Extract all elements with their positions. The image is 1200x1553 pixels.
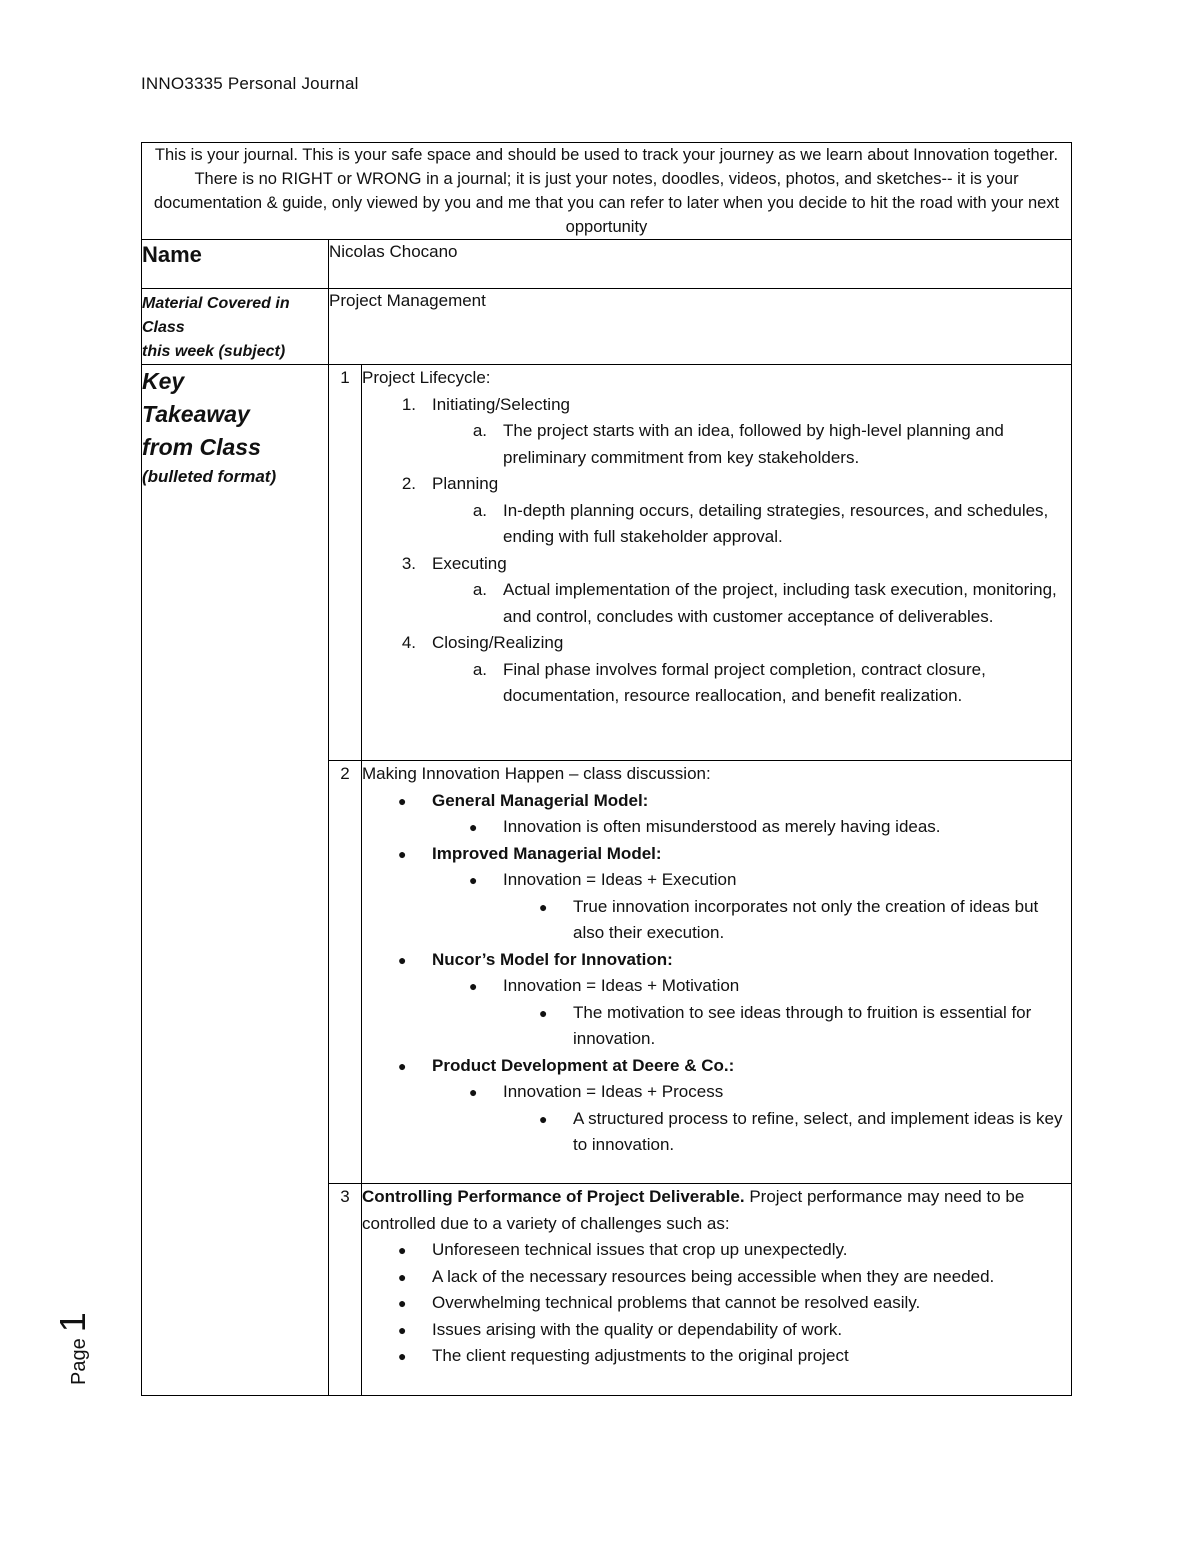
item-number: 2	[329, 761, 362, 1184]
list-marker: a.	[472, 580, 487, 599]
list-item	[362, 814, 1071, 841]
bullet-icon: ●	[469, 978, 478, 994]
key-takeaway-label-cell	[142, 365, 329, 1396]
list-item	[362, 1290, 1071, 1317]
list-item	[362, 1000, 1071, 1053]
name-value: Nicolas Chocano	[329, 240, 1072, 289]
item-content-1	[362, 365, 1072, 761]
list-item	[362, 788, 1071, 815]
challenge-text: Unforeseen technical issues that crop up unexpectedly.	[432, 1240, 848, 1259]
name-label: Name	[142, 242, 202, 267]
list-item	[362, 1317, 1071, 1344]
key-takeaway-line3: from Class	[142, 434, 261, 460]
bullet-icon: ●	[398, 845, 407, 862]
material-label-line3: this week (subject)	[142, 343, 286, 360]
bullet-icon: ●	[398, 951, 407, 968]
phase-label: Executing	[432, 553, 507, 573]
material-label-line1: Material Covered in	[142, 295, 290, 312]
list-item	[362, 894, 1071, 947]
list-item	[362, 418, 1071, 471]
material-row	[142, 289, 1072, 365]
model-heading: Nucor’s Model for Innovation:	[432, 949, 673, 969]
page-word: Page	[68, 1338, 90, 1385]
phase-label: Closing/Realizing	[432, 633, 564, 652]
model-point: Innovation is often misunderstood as merely having ideas.	[503, 817, 941, 836]
material-label-cell	[142, 289, 329, 365]
key-takeaway-line4: (bulleted format)	[142, 467, 277, 486]
model-detail: A structured process to refine, select, and implement ideas is key to innovation.	[573, 1108, 1063, 1154]
list-marker: a.	[472, 421, 487, 440]
list-item	[362, 973, 1071, 1000]
bullet-icon: ●	[398, 1268, 407, 1285]
challenge-text: Issues arising with the quality or dependability of work.	[432, 1319, 843, 1339]
model-detail: True innovation incorporates not only the creation of ideas but also their execution.	[573, 896, 1039, 942]
model-heading: General Managerial Model:	[432, 790, 649, 810]
list-item	[362, 1343, 1071, 1370]
list-item	[362, 657, 1071, 710]
list-marker: 3.	[401, 553, 416, 573]
phase-label: Planning	[432, 474, 499, 493]
takeaway-row-1	[142, 365, 1072, 761]
item-content-3	[362, 1184, 1072, 1396]
challenge-text: A lack of the necessary resources being accessible when they are needed.	[432, 1266, 995, 1286]
list-item	[362, 630, 1071, 657]
item-title: Project Lifecycle:	[362, 368, 491, 387]
name-label-cell	[142, 240, 329, 289]
phase-description: The project starts with an idea, followed by high-level planning and preliminary commitment from key stakeholders.	[503, 421, 1004, 467]
list-item	[362, 1264, 1071, 1291]
key-takeaway-line1: Key	[142, 368, 185, 394]
phase-description: In-depth planning occurs, detailing strategies, resources, and schedules, ending with full stakeholder approval.	[503, 500, 1049, 546]
journal-table	[141, 142, 1072, 1396]
name-row	[142, 240, 1072, 289]
list-item	[362, 498, 1071, 551]
model-heading: Improved Managerial Model:	[432, 843, 662, 863]
list-item	[362, 947, 1071, 974]
item-number: 3	[329, 1184, 362, 1396]
item-content-2	[362, 761, 1072, 1184]
model-heading: Product Development at Deere & Co.:	[432, 1055, 735, 1075]
bullet-icon: ●	[398, 1348, 407, 1364]
model-point: Innovation = Ideas + Process	[503, 1082, 724, 1101]
phase-description: Actual implementation of the project, including task execution, monitoring, and control, concludes with customer acceptance of deliverables.	[503, 580, 1057, 626]
item-title: Making Innovation Happen – class discussion:	[362, 764, 711, 783]
bullet-icon: ●	[539, 1004, 548, 1021]
bullet-icon: ●	[469, 819, 478, 835]
bullet-icon: ●	[469, 1084, 478, 1100]
list-item	[362, 867, 1071, 894]
challenge-text: The client requesting adjustments to the original project	[432, 1346, 849, 1365]
phase-description: Final phase involves formal project completion, contract closure, documentation, resource reallocation, and benefit realization.	[503, 659, 986, 705]
material-label-line2: Class	[142, 319, 185, 336]
list-item	[362, 471, 1071, 498]
page-number: 1	[52, 1312, 93, 1333]
model-detail: The motivation to see ideas through to fruition is essential for innovation.	[573, 1002, 1032, 1048]
list-item	[362, 841, 1071, 868]
item-title-rest: Project performance may need to be controlled due to a variety of challenges such as:	[362, 1187, 1025, 1233]
list-marker: a.	[472, 659, 487, 679]
list-item	[362, 1079, 1071, 1106]
phase-label: Initiating/Selecting	[432, 394, 570, 414]
bullet-icon: ●	[398, 1057, 407, 1074]
bullet-icon: ●	[398, 1321, 407, 1338]
model-point: Innovation = Ideas + Execution	[503, 870, 737, 889]
bullet-icon: ●	[398, 1242, 407, 1258]
intro-row	[142, 143, 1072, 240]
list-marker: 4.	[401, 633, 416, 652]
challenge-text: Overwhelming technical problems that cannot be resolved easily.	[432, 1293, 921, 1312]
item-title-bold: Controlling Performance of Project Deliverable.	[362, 1187, 745, 1206]
document-header: INNO3335 Personal Journal	[141, 74, 359, 93]
bullet-icon: ●	[398, 1295, 407, 1311]
item-number: 1	[329, 365, 362, 761]
key-takeaway-line2: Takeaway	[142, 401, 250, 427]
list-marker: a.	[472, 500, 487, 520]
page-number-label	[52, 1045, 92, 1385]
list-item	[362, 551, 1071, 578]
material-value: Project Management	[329, 289, 1072, 365]
list-item	[362, 392, 1071, 419]
bullet-icon: ●	[398, 792, 407, 809]
list-marker: 1.	[401, 394, 416, 414]
list-item	[362, 1106, 1071, 1159]
list-item	[362, 577, 1071, 630]
bullet-icon: ●	[469, 872, 478, 888]
model-point: Innovation = Ideas + Motivation	[503, 976, 740, 995]
bullet-icon: ●	[539, 898, 548, 915]
list-marker: 2.	[401, 474, 416, 493]
intro-text: This is your journal. This is your safe space and should be used to track your journey as we learn about Innovation together. There is no RIGHT or WRONG in a journal; it is just your notes, doodles, videos, photos, and sketches-- it is your documentation & guide, only viewed by you and me that you can refer to later when you decide to hit the road with your next opportunity	[142, 143, 1072, 240]
bullet-icon: ●	[539, 1110, 548, 1127]
item-title	[362, 1184, 1071, 1237]
list-item	[362, 1237, 1071, 1264]
list-item	[362, 1053, 1071, 1080]
